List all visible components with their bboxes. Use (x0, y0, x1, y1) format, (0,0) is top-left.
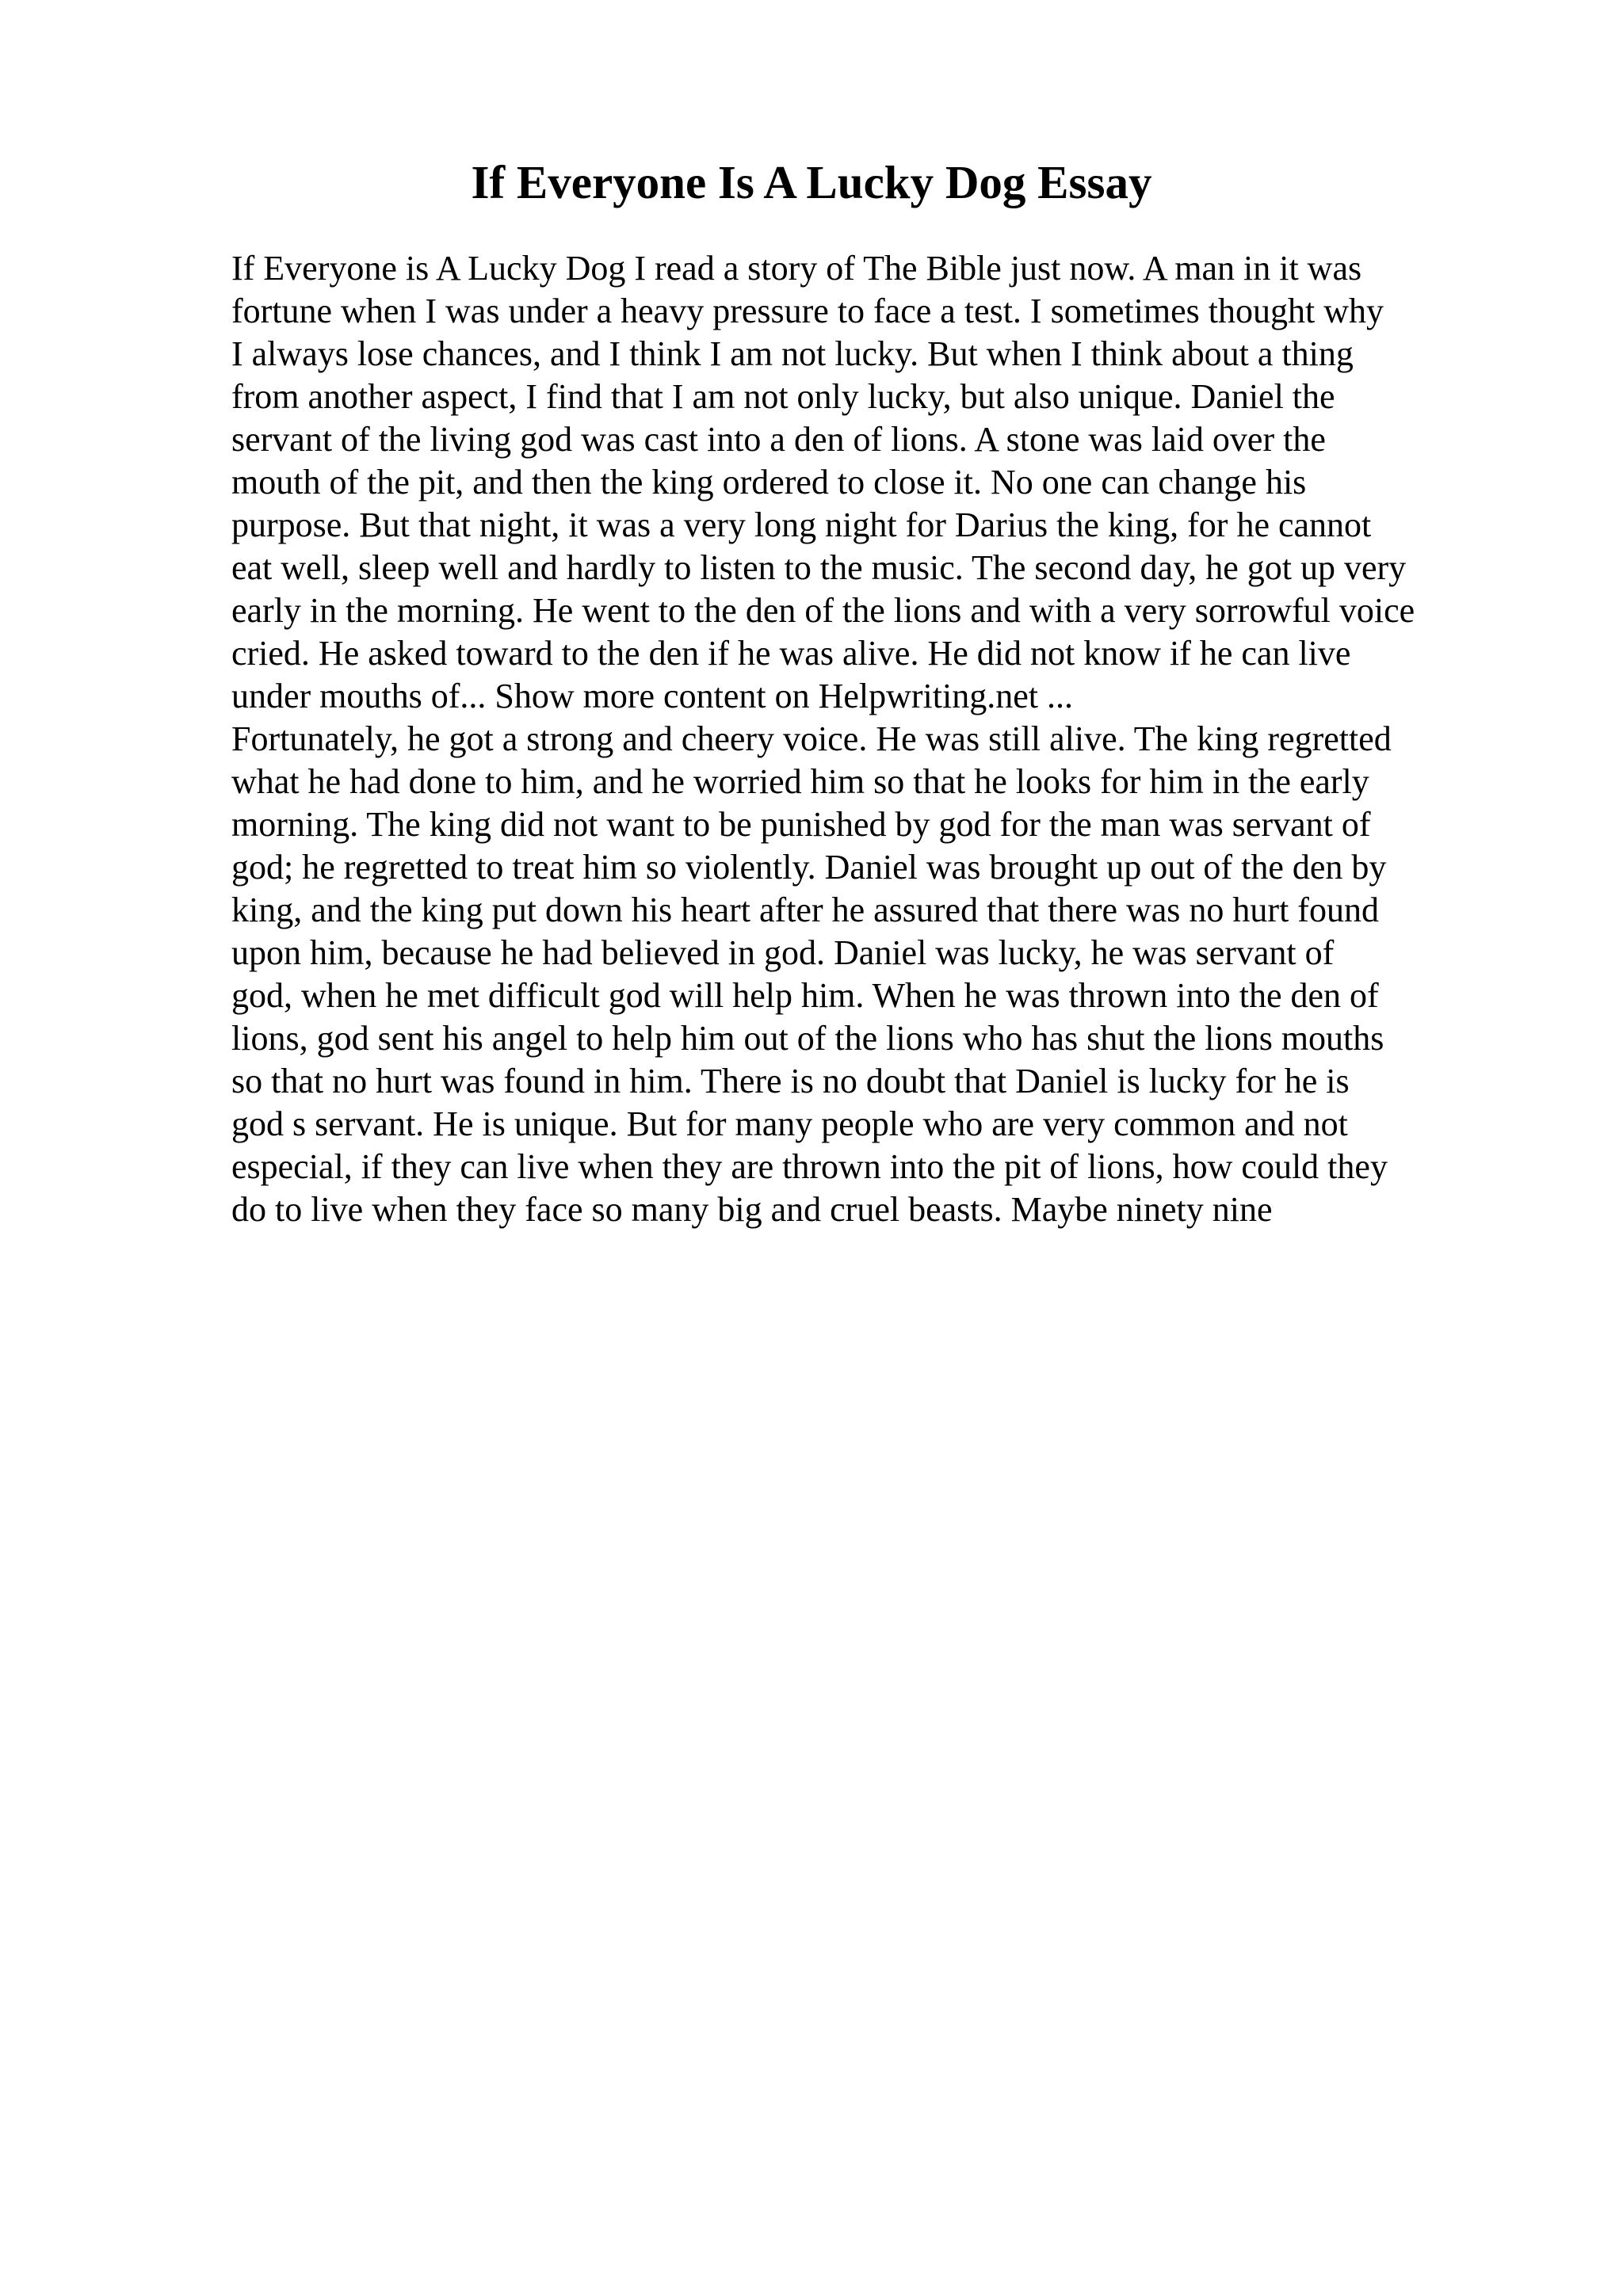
text-line: eat well, sleep well and hardly to listen to the music. The second day, he got up very (231, 548, 1407, 587)
text-line: purpose. But that night, it was a very long night for Darius the king, for he cannot (231, 505, 1372, 544)
text-line: king, and the king put down his heart after he assured that there was no hurt found (231, 891, 1379, 929)
text-line: fortune when I was under a heavy pressure to face a test. I sometimes thought why (231, 292, 1384, 330)
text-line: cried. He asked toward to the den if he was alive. He did not know if he can live (231, 634, 1351, 673)
text-line: god; he regretted to treat him so violently. Daniel was brought up out of the den by (231, 848, 1387, 887)
text-line: lions, god sent his angel to help him out of the lions who has shut the lions mouths (231, 1019, 1384, 1058)
text-line: early in the morning. He went to the den of the lions and with a very sorrowful voice (231, 591, 1415, 630)
text-line: do to live when they face so many big and cruel beasts. Maybe ninety nine (231, 1190, 1273, 1229)
text-line: god s servant. He is unique. But for many people who are very common and not (231, 1104, 1348, 1143)
text-line: upon him, because he had believed in god. Daniel was lucky, he was servant of (231, 933, 1335, 972)
text-line: what he had done to him, and he worried him so that he looks for him in the early (231, 762, 1369, 801)
text-line: under mouths of... Show more content on Helpwriting.net ... (231, 677, 1073, 715)
essay-body (231, 247, 1499, 1231)
text-line: morning. The king did not want to be punished by god for the man was servant of (231, 805, 1371, 844)
text-line: mouth of the pit, and then the king ordered to close it. No one can change his (231, 463, 1307, 502)
text-line: servant of the living god was cast into a den of lions. A stone was laid over the (231, 420, 1326, 459)
text-line: Fortunately, he got a strong and cheery voice. He was still alive. The king regretted (231, 719, 1392, 758)
text-line: god, when he met difficult god will help him. When he was thrown into the den of (231, 976, 1379, 1015)
text-line: I always lose chances, and I think I am not lucky. But when I think about a thing (231, 334, 1354, 373)
text-line: from another aspect, I find that I am not only lucky, but also unique. Daniel the (231, 377, 1335, 416)
text-line: especial, if they can live when they are thrown into the pit of lions, how could they (231, 1147, 1388, 1186)
document-title: If Everyone Is A Lucky Dog Essay (471, 156, 1152, 208)
text-line: so that no hurt was found in him. There is no doubt that Daniel is lucky for he is (231, 1062, 1350, 1100)
text-line: If Everyone is A Lucky Dog I read a story of The Bible just now. A man in it was (231, 249, 1362, 288)
